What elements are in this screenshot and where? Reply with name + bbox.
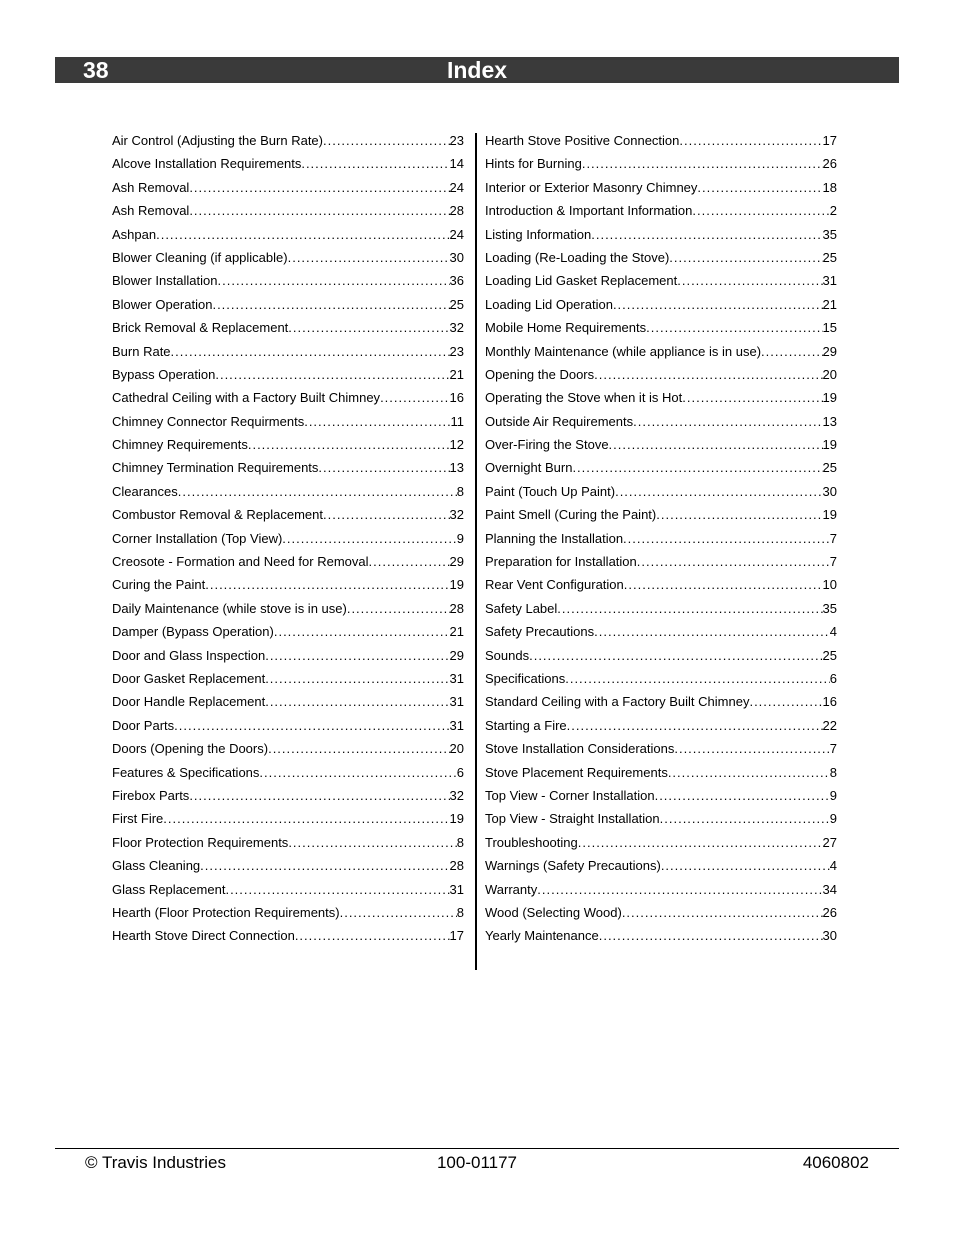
index-entry[interactable] [112,788,464,811]
index-term: Loading (Re-Loading the Stove) [485,249,670,265]
dot-leader [677,273,822,288]
index-term: Monthly Maintenance (while appliance is in use) [485,343,762,359]
index-entry[interactable] [112,437,464,460]
index-term: Over-Firing the Stove [485,437,609,453]
index-entry[interactable] [112,858,464,881]
index-term: Blower Installation [112,273,218,289]
dot-leader [660,811,830,826]
index-page-number: 7 [829,741,837,757]
dot-leader [697,180,822,195]
index-page-number: 25 [822,249,837,265]
index-page-number: 21 [449,624,464,640]
index-page-number: 19 [822,507,837,523]
dot-leader [189,180,449,195]
index-entry[interactable] [112,414,464,437]
index-entry[interactable] [112,227,464,250]
dot-leader [259,765,456,780]
index-page-number: 8 [829,764,837,780]
dot-leader [582,156,823,171]
dot-leader [248,437,450,452]
index-page-number: 25 [449,296,464,312]
index-entry[interactable] [485,624,837,647]
index-page-number: 13 [449,460,464,476]
index-term: Door Handle Replacement [112,694,266,710]
index-entry[interactable] [485,928,837,951]
index-page-number: 17 [822,133,837,148]
index-page-number: 14 [449,156,464,172]
index-page-number: 32 [449,787,464,803]
index-page-number: 29 [822,343,837,359]
footer-revision-number: 4060802 [802,1153,869,1172]
dot-leader [212,297,449,312]
index-page-number: 7 [829,530,837,546]
index-entry[interactable] [112,671,464,694]
index-page-number: 9 [829,811,837,827]
index-page-number: 6 [829,670,837,686]
index-page-number: 30 [822,928,837,944]
index-page-number: 8 [456,904,464,920]
index-page-number: 2 [829,203,837,219]
index-page-number: 36 [449,273,464,289]
dot-leader [218,273,450,288]
index-entry[interactable] [485,484,837,507]
dot-leader [613,297,823,312]
dot-leader [295,928,450,943]
dot-leader [288,250,450,265]
dot-leader [369,554,450,569]
dot-leader [265,671,449,686]
index-entry[interactable] [112,203,464,226]
index-page-number: 35 [822,600,837,616]
index-entry[interactable] [112,601,464,624]
index-page-number: 19 [449,811,464,827]
index-entry[interactable] [485,531,837,554]
index-entry[interactable] [112,484,464,507]
index-term: Interior or Exterior Masonry Chimney [485,179,698,195]
index-entry[interactable] [112,905,464,928]
index-term: Daily Maintenance (while stove is in use) [112,600,347,616]
index-page-number: 30 [822,483,837,499]
dot-leader [565,671,830,686]
index-term: Hearth Stove Positive Connection [485,133,680,148]
index-term: Hearth Stove Direct Connection [112,928,295,944]
index-entry[interactable] [112,273,464,296]
index-entry[interactable] [112,531,464,554]
index-page-number: 12 [449,437,464,453]
index-term: Paint (Touch Up Paint) [485,483,616,499]
dot-leader [578,835,823,850]
index-term: Floor Protection Requirements [112,834,289,850]
index-term: Outside Air Requirements [485,413,634,429]
index-term: Chimney Connector Requirments [112,413,305,429]
dot-leader [200,858,449,873]
index-term: Doors (Opening the Doors) [112,741,269,757]
index-page-number: 23 [449,343,464,359]
index-entry[interactable] [485,507,837,530]
index-term: Damper (Bypass Operation) [112,624,274,640]
dot-leader [537,882,822,897]
index-page-number: 11 [450,413,464,429]
dot-leader [682,390,822,405]
index-entry[interactable] [485,577,837,600]
index-term: Alcove Installation Requirements [112,156,302,172]
dot-leader [567,718,823,733]
index-term: Standard Ceiling with a Factory Built Chimney [485,694,750,710]
dot-leader [594,624,830,639]
index-page-number: 31 [449,717,464,733]
dot-leader [282,531,456,546]
dot-leader [340,905,457,920]
dot-leader [268,741,449,756]
dot-leader [646,320,822,335]
index-term: Combustor Removal & Replacement [112,507,323,523]
dot-leader [557,601,822,616]
index-entry[interactable] [485,180,837,203]
dot-leader [174,718,449,733]
dot-leader [156,227,449,242]
index-entry[interactable] [485,320,837,343]
index-entry[interactable] [112,460,464,483]
index-term: Corner Installation (Top View) [112,530,283,546]
dot-leader [529,648,822,663]
dot-leader [572,460,822,475]
index-entry[interactable] [485,835,837,858]
index-term: Cathedral Ceiling with a Factory Built Chimney [112,390,381,406]
dot-leader [692,203,829,218]
footer-copyright: © Travis Industries [85,1153,227,1172]
index-term: Hints for Burning [485,156,582,172]
index-entry[interactable] [485,460,837,483]
index-term: Sounds [485,647,530,663]
dot-leader [661,858,830,873]
index-entry[interactable] [485,858,837,881]
index-page-number: 6 [456,764,464,780]
index-page-number: 21 [822,296,837,312]
dot-leader [749,694,822,709]
index-page-number: 24 [449,226,464,242]
index-term: Glass Cleaning [112,858,201,874]
dot-leader [178,484,457,499]
footer-rule [55,1148,899,1149]
dot-leader [624,577,823,592]
index-entry[interactable] [112,250,464,273]
index-entry[interactable] [485,882,837,905]
index-entry[interactable] [112,344,464,367]
index-entry[interactable] [485,554,837,577]
index-page-number: 4 [829,624,837,640]
index-entry[interactable] [485,437,837,460]
index-term: Overnight Burn [485,460,573,476]
index-page-number: 25 [822,460,837,476]
dot-leader [288,320,449,335]
index-page-number: 9 [456,530,464,546]
header-bar [55,57,899,83]
index-term: Safety Label [485,600,558,616]
dot-leader [679,133,822,148]
index-term: Curing the Paint [112,577,206,593]
index-page-number: 8 [456,483,464,499]
index-page-number: 35 [822,226,837,242]
index-term: Planning the Installation [485,530,624,546]
index-page-number: 17 [449,928,464,944]
dot-leader [323,133,450,148]
dot-leader [225,882,449,897]
index-entry[interactable] [112,554,464,577]
dot-leader [615,484,822,499]
index-entry[interactable] [112,694,464,717]
index-term: Blower Operation [112,296,213,312]
index-term: Loading Lid Gasket Replacement [485,273,678,289]
index-term: Operating the Stove when it is Hot [485,390,683,406]
dot-leader [189,203,449,218]
index-entry[interactable] [112,648,464,671]
index-term: Top View - Straight Installation [485,811,660,827]
index-entry[interactable] [112,577,464,600]
index-term: Loading Lid Operation [485,296,613,312]
index-term: Warranty [485,881,538,897]
dot-leader [189,788,449,803]
dot-leader [633,414,822,429]
index-term: Door Gasket Replacement [112,670,266,686]
index-term: Introduction & Important Information [485,203,693,219]
index-entry[interactable] [485,765,837,788]
index-entry[interactable] [112,765,464,788]
index-entry[interactable] [485,601,837,624]
index-page-number: 16 [449,390,464,406]
index-term: Ash Removal [112,179,190,195]
index-term: Door Parts [112,717,175,733]
dot-leader [609,437,823,452]
index-entry[interactable] [112,320,464,343]
index-entry[interactable] [112,624,464,647]
index-term: Starting a Fire [485,717,567,733]
dot-leader [656,507,822,522]
dot-leader [171,344,450,359]
index-column-left [112,133,464,952]
index-page-number: 31 [449,694,464,710]
dot-leader [669,250,822,265]
dot-leader [637,554,830,569]
index-term: Features & Specifications [112,764,260,780]
index-term: Wood (Selecting Wood) [485,904,622,920]
index-page-number: 31 [449,881,464,897]
index-term: Blower Cleaning (if applicable) [112,249,288,265]
dot-leader [163,811,449,826]
dot-leader [623,531,830,546]
index-page-number: 31 [449,670,464,686]
dot-leader [622,905,823,920]
index-page-number: 18 [822,179,837,195]
index-entry[interactable] [485,250,837,273]
index-term: Warnings (Safety Precautions) [485,858,661,874]
index-term: Mobile Home Requirements [485,320,647,336]
index-page-number: 4 [829,858,837,874]
index-term: Clearances [112,483,178,499]
index-page-number: 9 [829,787,837,803]
index-page-number: 25 [822,647,837,663]
dot-leader [599,928,823,943]
index-term: Hearth (Floor Protection Requirements) [112,904,340,920]
index-page-number: 34 [822,881,837,897]
index-entry[interactable] [112,367,464,390]
dot-leader [265,648,449,663]
index-entry[interactable] [112,835,464,858]
index-term: Yearly Maintenance [485,928,599,944]
index-entry[interactable] [485,694,837,717]
index-entry[interactable] [112,741,464,764]
index-page-number: 29 [449,554,464,570]
index-term: Bypass Operation [112,366,216,382]
dot-leader [591,227,822,242]
index-entry[interactable] [112,297,464,320]
index-term: Stove Installation Considerations [485,741,675,757]
index-page-number: 8 [456,834,464,850]
index-term: Troubleshooting [485,834,578,850]
index-term: Rear Vent Configuration [485,577,624,593]
index-page-number: 32 [449,320,464,336]
index-term: Door and Glass Inspection [112,647,266,663]
index-column-right [485,133,837,952]
index-term: Air Control (Adjusting the Burn Rate) [112,133,323,148]
index-page-number: 16 [822,694,837,710]
index-entry[interactable] [485,390,837,413]
index-term: Top View - Corner Installation [485,787,655,803]
index-term: Stove Placement Requirements [485,764,668,780]
index-entry[interactable] [485,905,837,928]
index-entry[interactable] [485,741,837,764]
index-page-number: 13 [822,413,837,429]
index-page-number: 22 [822,717,837,733]
index-page-number: 10 [822,577,837,593]
dot-leader [674,741,829,756]
index-entry[interactable] [112,180,464,203]
index-entry[interactable] [112,133,464,156]
index-term: Ash Removal [112,203,190,219]
index-entry[interactable] [112,928,464,951]
index-page-number: 28 [449,600,464,616]
dot-leader [761,344,822,359]
dot-leader [274,624,450,639]
index-entry[interactable] [485,718,837,741]
index-term: Burn Rate [112,343,171,359]
index-page-number: 23 [449,133,464,148]
index-page-number: 30 [449,249,464,265]
index-entry[interactable] [485,227,837,250]
index-entry[interactable] [485,156,837,179]
index-page-number: 28 [449,858,464,874]
index-term: Paint Smell (Curing the Paint) [485,507,657,523]
index-page-number: 27 [822,834,837,850]
index-page-number: 21 [449,366,464,382]
index-term: Chimney Requirements [112,437,248,453]
index-entry[interactable] [112,882,464,905]
dot-leader [655,788,830,803]
dot-leader [668,765,830,780]
index-entry[interactable] [112,718,464,741]
index-entry[interactable] [485,811,837,834]
index-term: Safety Precautions [485,624,595,640]
index-page-number: 19 [822,390,837,406]
index-term: Specifications [485,670,566,686]
page-title: Index [446,57,508,83]
index-entry[interactable] [485,671,837,694]
index-entry[interactable] [485,203,837,226]
index-page-number: 31 [822,273,837,289]
index-term: Firebox Parts [112,787,190,803]
index-page-number: 7 [829,554,837,570]
index-page-number: 26 [822,904,837,920]
index-page-number: 15 [822,320,837,336]
column-divider [475,133,477,970]
index-term: Listing Information [485,226,592,242]
dot-leader [205,577,449,592]
index-page-number: 29 [449,647,464,663]
index-page-number: 26 [822,156,837,172]
index-entry[interactable] [112,390,464,413]
index-entry[interactable] [485,133,837,156]
index-entry[interactable] [112,507,464,530]
index-page-number: 24 [449,179,464,195]
index-entry[interactable] [485,414,837,437]
index-entry[interactable] [112,811,464,834]
index-page-number: 28 [449,203,464,219]
index-term: First Fire [112,811,164,827]
dot-leader [301,156,449,171]
dot-leader [380,390,449,405]
index-page-number: 32 [449,507,464,523]
index-page-number: 20 [449,741,464,757]
index-term: Chimney Termination Requirements [112,460,319,476]
index-term: Creosote - Formation and Need for Removal [112,554,369,570]
dot-leader [347,601,450,616]
index-term: Brick Removal & Replacement [112,320,289,336]
dot-leader [304,414,450,429]
index-entry[interactable] [485,273,837,296]
index-page-number: 19 [449,577,464,593]
dot-leader [265,694,449,709]
dot-leader [594,367,822,382]
index-term: Glass Replacement [112,881,226,897]
page-number: 38 [83,57,109,83]
index-page-number: 20 [822,366,837,382]
index-entry[interactable] [485,367,837,390]
index-entry[interactable] [485,648,837,671]
index-entry[interactable] [485,344,837,367]
dot-leader [318,460,449,475]
footer-document-number: 100-01177 [436,1153,518,1172]
index-term: Opening the Doors [485,366,595,382]
index-entry[interactable] [112,156,464,179]
index-page-number: 19 [822,437,837,453]
index-entry[interactable] [485,788,837,811]
dot-leader [215,367,449,382]
index-entry[interactable] [485,297,837,320]
index-term: Ashpan [112,226,157,242]
index-term: Preparation for Installation [485,554,637,570]
dot-leader [288,835,456,850]
dot-leader [323,507,450,522]
